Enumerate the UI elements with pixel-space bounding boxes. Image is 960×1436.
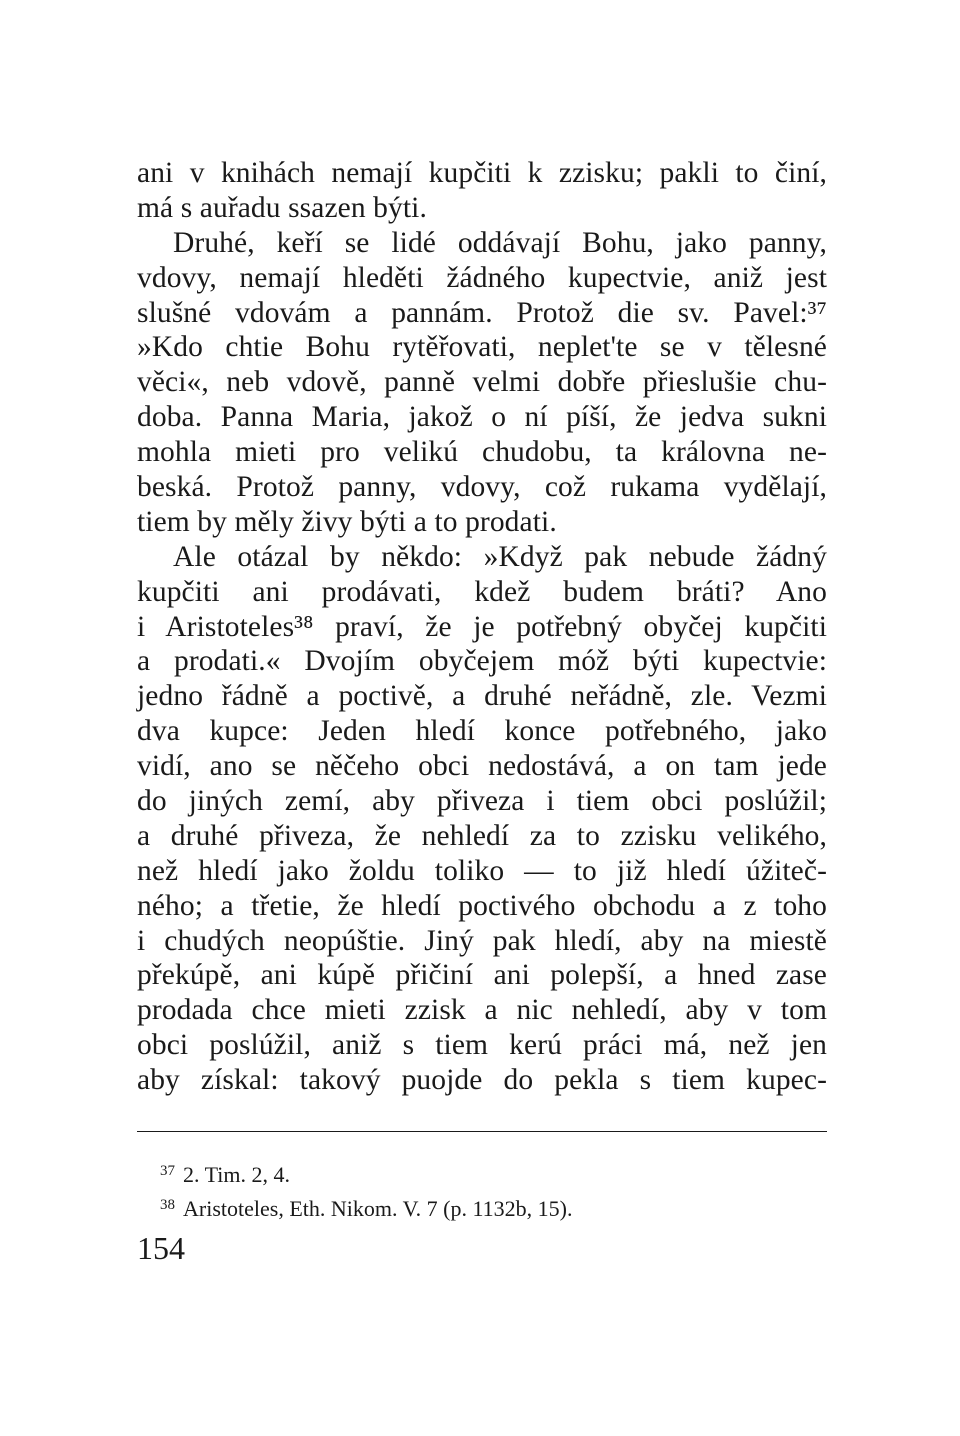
text-line: aby získal: takový puojde do pekla s tiem kupec- (137, 1064, 827, 1097)
text-line: vdovy, nemají hleděti žádného kupectvie, aniž jest (137, 261, 827, 294)
footnote (160, 1188, 820, 1222)
text-line: věci«, neb vdově, panně velmi dobře přieslušie chu- (137, 366, 827, 399)
text-line: a druhé přiveza, že nehledí za to zzisku velikého, (137, 819, 827, 852)
page-number: 154 (137, 1230, 185, 1266)
footnotes (160, 1154, 820, 1222)
text-line: mohla mieti pro velikú chudobu, ta královna ne- (137, 436, 827, 469)
text-line: i chudých neopúštie. Jiný pak hledí, aby na miestě (137, 924, 827, 957)
text-line: ného; a třetie, že hledí poctivého obchodu a z toho (137, 889, 827, 922)
text-line: dva kupce: Jeden hledí konce potřebného, jako (137, 715, 827, 748)
text-line: a prodati.« Dvojím obyčejem móž býti kupectvie: (137, 645, 827, 678)
text-line: vidí, ano se něčeho obci nedostává, a on tam jede (137, 750, 827, 783)
text-line: než hledí jako žoldu toliko — to již hledí úžiteč- (137, 854, 827, 887)
text-line: ani v knihách nemají kupčiti k zzisku; pakli to činí, (137, 157, 827, 189)
text-line: kupčiti ani prodávati, kdež budem bráti? Ano (137, 575, 827, 608)
text-line: jedno řádně a poctivě, a druhé neřádně, zle. Vezmi (137, 680, 827, 713)
footnote-number: 37 (160, 1163, 175, 1179)
text-line: »Kdo chtie Bohu rytěřovati, neplet'te se v tělesné (137, 331, 827, 364)
footnote (160, 1154, 820, 1188)
text-line: slušné vdovám a pannám. Protož die sv. Pavel:³⁷ (137, 296, 827, 329)
text-line: Ale otázal by někdo: »Když pak nebude žádný (173, 540, 827, 573)
text-line: obci poslúžil, aniž s tiem kerú práci má, než jen (137, 1029, 827, 1062)
footnote-number: 38 (160, 1197, 175, 1213)
footnote-divider (137, 1131, 827, 1132)
footnote-text: Aristoteles, Eth. Nikom. V. 7 (p. 1132b, 15). (183, 1196, 573, 1221)
text-line: beská. Protož panny, vdovy, což rukama vydělají, (137, 471, 827, 504)
body-text (137, 156, 827, 1098)
text-line: prodada chce mieti zzisk a nic nehledí, aby v tom (137, 994, 827, 1027)
text-line: tiem by měly živy býti a to prodati. (137, 505, 557, 538)
text-line: Druhé, keří se lidé oddávají Bohu, jako panny, (173, 226, 827, 259)
text-line: má s auřadu ssazen býti. (137, 191, 427, 224)
text-line: doba. Panna Maria, jakož o ní píší, že jedva sukni (137, 401, 827, 434)
footnote-text: 2. Tim. 2, 4. (183, 1162, 290, 1187)
text-line: i Aristoteles³⁸ praví, že je potřebný obyčej kupčiti (137, 610, 827, 643)
text-line: překúpě, ani kúpě přičiní ani polepší, a hned zase (137, 959, 827, 992)
text-line: do jiných zemí, aby přiveza i tiem obci poslúžil; (137, 785, 827, 818)
